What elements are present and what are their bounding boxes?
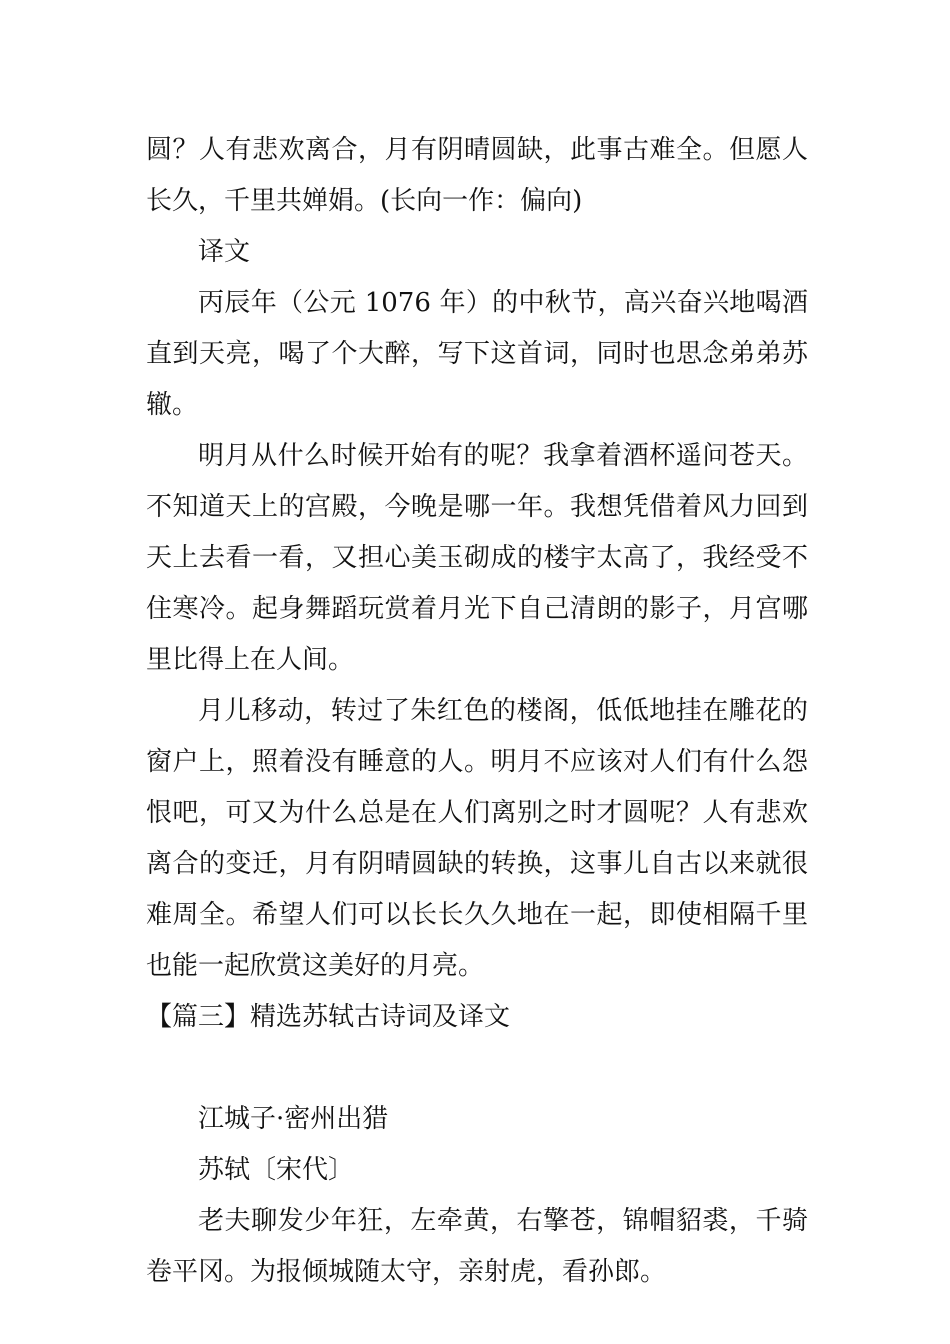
poem-lines: 老夫聊发少年狂，左牵黄，右擎苍，锦帽貂裘，千骑卷平冈。为报倾城随太守，亲射虎，看孙郎。 — [146, 1206, 808, 1287]
translation-paragraph-1: 丙辰年（公元 1076 年）的中秋节，高兴奋兴地喝酒直到天亮，喝了个大醉，写下这首词，同时也思念弟弟苏辙。 — [146, 288, 808, 420]
translation-label: 译文 — [198, 237, 251, 267]
blank-line — [146, 1043, 808, 1094]
section-heading: 【篇三】精选苏轼古诗词及译文 — [146, 1002, 511, 1032]
poem-title: 江城子·密州出猎 — [198, 1104, 389, 1134]
translation-paragraph-2: 明月从什么时候开始有的呢？我拿着酒杯遥问苍天。不知道天上的宫殿，今晚是哪一年。我想凭借着风力回到天上去看一看，又担心美玉砌成的楼宇太高了，我经受不住寒冷。起身舞蹈玩赏着月光下自己清朗的影子，月宫哪里比得上在人间。 — [146, 441, 808, 675]
poem-author: 苏轼〔宋代〕 — [198, 1155, 355, 1185]
translation-paragraph-3: 月儿移动，转过了朱红色的楼阁，低低地挂在雕花的窗户上，照着没有睡意的人。明月不应该对人们有什么怨恨吧，可又为什么总是在人们离别之时才圆呢？人有悲欢离合的变迁，月有阴晴圆缺的转换，这事儿自古以来就很难周全。希望人们可以长长久久地在一起，即使相隔千里也能一起欣赏这美好的月亮。 — [146, 696, 808, 981]
poem-ending-paragraph: 圆？人有悲欢离合，月有阴晴圆缺，此事古难全。但愿人长久，千里共婵娟。(长向一作：偏向) — [146, 135, 808, 216]
document-body — [146, 125, 808, 1298]
